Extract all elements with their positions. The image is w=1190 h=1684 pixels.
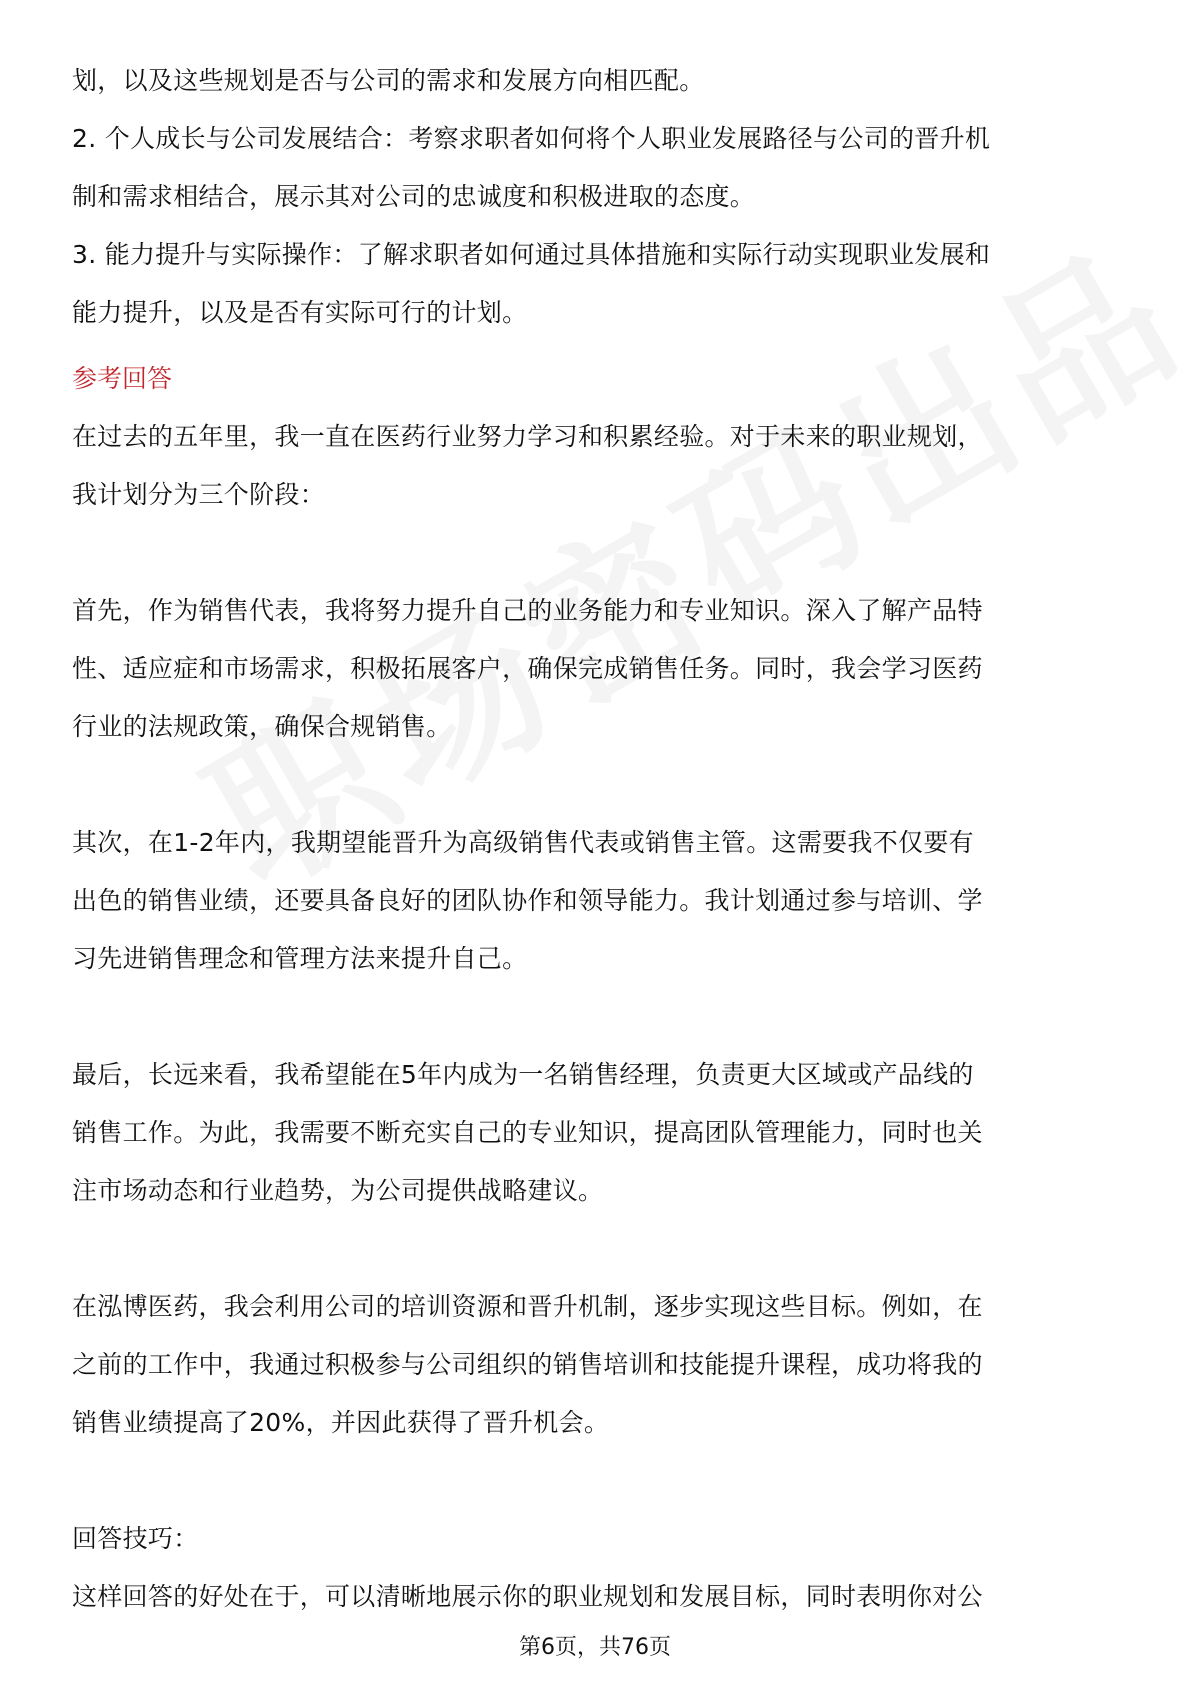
text-line: 性、适应症和市场需求，积极拓展客户，确保完成销售任务。同时，我会学习医药: [72, 654, 983, 683]
text-line: 出色的销售业绩，还要具备良好的团队协作和领导能力。我计划通过参与培训、学: [72, 886, 983, 915]
text-line: 2. 个人成长与公司发展结合：考察求职者如何将个人职业发展路径与公司的晋升机: [72, 124, 991, 153]
answer-paragraph-5: [72, 1278, 1120, 1452]
page-number: 第6页，共76页: [519, 1635, 671, 1660]
tips-paragraph: [72, 1568, 1120, 1626]
text-line: 注市场动态和行业趋势，为公司提供战略建议。: [72, 1176, 604, 1205]
section-title-reference-answer: 参考回答: [72, 364, 173, 393]
text-line: 之前的工作中，我通过积极参与公司组织的销售培训和技能提升课程，成功将我的: [72, 1350, 983, 1379]
paragraph-gap: [72, 988, 1120, 1046]
text-line: 划，以及这些规划是否与公司的需求和发展方向相匹配。: [72, 66, 705, 95]
text-line: 销售工作。为此，我需要不断充实自己的专业知识，提高团队管理能力，同时也关: [72, 1118, 983, 1147]
answer-paragraph-1: [72, 408, 1120, 524]
text-line: 在过去的五年里，我一直在医药行业努力学习和积累经验。对于未来的职业规划，: [72, 422, 983, 451]
tips-heading: 回答技巧：: [72, 1524, 199, 1553]
page-content: [72, 52, 1120, 1626]
text-line: 行业的法规政策，确保合规销售。: [72, 712, 452, 741]
paragraph-gap: [72, 1452, 1120, 1510]
text-line: 制和需求相结合，展示其对公司的忠诚度和积极进取的态度。: [72, 182, 756, 211]
text-line: 最后，长远来看，我希望能在5年内成为一名销售经理，负责更大区域或产品线的: [72, 1060, 974, 1089]
text-line: 首先，作为销售代表，我将努力提升自己的业务能力和专业知识。深入了解产品特: [72, 596, 983, 625]
text-line: 这样回答的好处在于，可以清晰地展示你的职业规划和发展目标，同时表明你对公: [72, 1582, 983, 1611]
paragraph-gap: [72, 1220, 1120, 1278]
paragraph-gap: [72, 756, 1120, 814]
text-line: 习先进销售理念和管理方法来提升自己。: [72, 944, 528, 973]
text-line: 我计划分为三个阶段：: [72, 480, 326, 509]
text-line: 3. 能力提升与实际操作：了解求职者如何通过具体措施和实际行动实现职业发展和: [72, 240, 991, 269]
answer-paragraph-3: [72, 814, 1120, 988]
text-line: 在泓博医药，我会利用公司的培训资源和晋升机制，逐步实现这些目标。例如，在: [72, 1292, 983, 1321]
criteria-list: [72, 52, 1120, 342]
paragraph-gap: [72, 524, 1120, 582]
text-line: 能力提升，以及是否有实际可行的计划。: [72, 298, 528, 327]
text-line: 销售业绩提高了20%，并因此获得了晋升机会。: [72, 1408, 610, 1437]
text-line: 其次，在1-2年内，我期望能晋升为高级销售代表或销售主管。这需要我不仅要有: [72, 828, 974, 857]
answer-paragraph-4: [72, 1046, 1120, 1220]
answer-paragraph-2: [72, 582, 1120, 756]
